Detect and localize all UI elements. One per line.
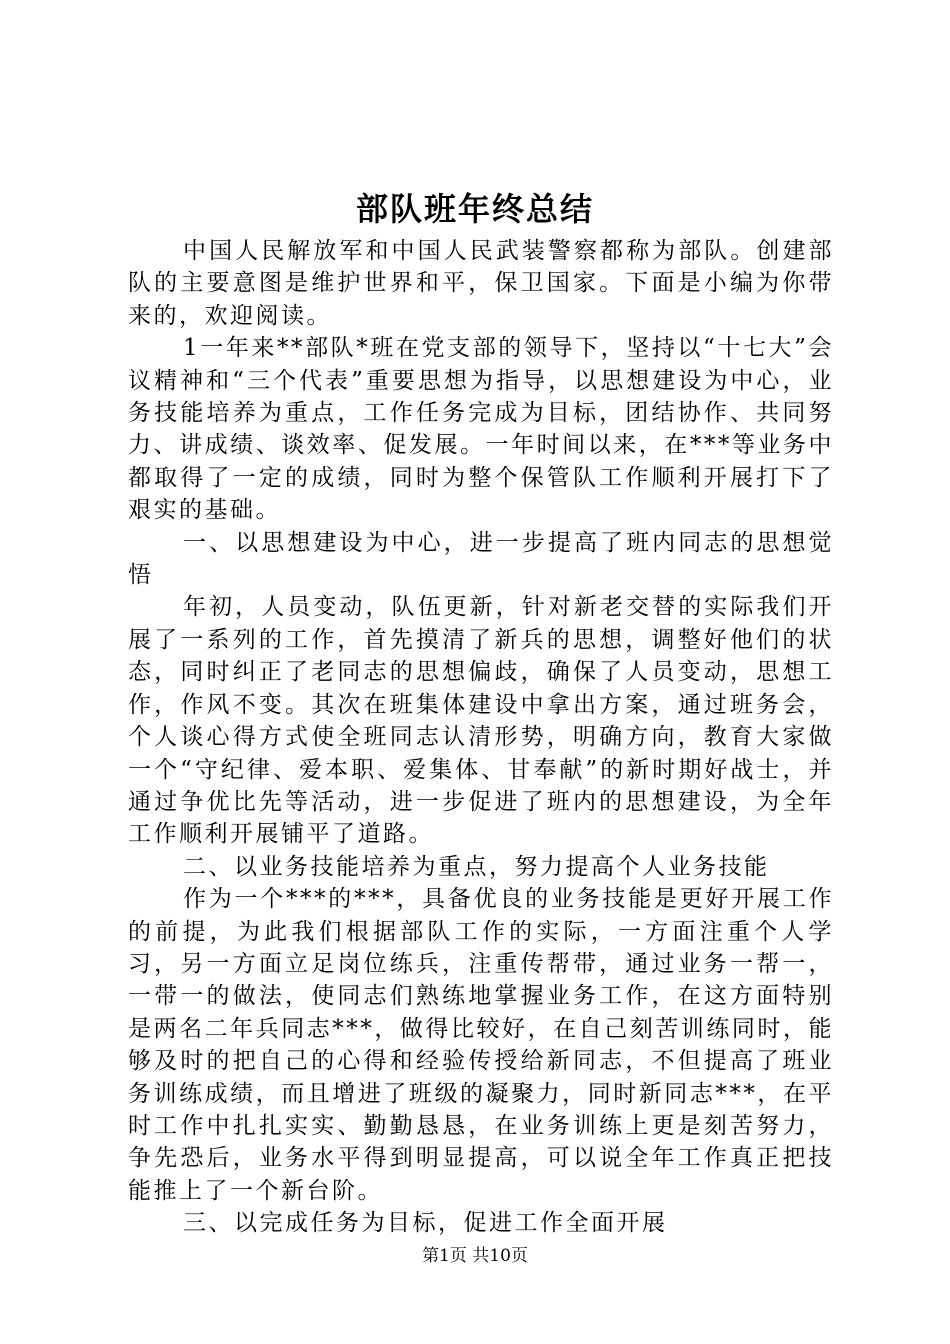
- section-heading-3: 三、以完成任务为目标，促进工作全面开展: [183, 1210, 668, 1237]
- paragraph-summary: 1一年来**部队*班在党支部的领导下，坚持以“十七大”会议精神和“三个代表”重要思想为指导，以思想建设为中心，业务技能培养为重点，工作任务完成为目标，团结协作、共同努力、讲成绩、谈效率、促发展。一年时间以来，在***等业务中都取得了一定的成绩，同时为整个保管队工作顺利开展打下了艰实的基础。: [128, 335, 834, 524]
- paragraph-intro: 中国人民解放军和中国人民武装警察都称为部队。创建部队的主要意图是维护世界和平，保卫国家。下面是小编为你带来的，欢迎阅读。: [128, 238, 834, 329]
- paragraph-section-1: 年初，人员变动，队伍更新，针对新老交替的实际我们开展了一系列的工作，首先摸清了新兵的思想，调整好他们的状态，同时纠正了老同志的思想偏歧，确保了人员变动，思想工作，作风不变。其次在班集体建设中拿出方案，通过班务会，个人谈心得方式使全班同志认清形势，明确方向，教育大家做一个“守纪律、爱本职、爱集体、甘奉献”的新时期好战士，并通过争优比先等活动，进一步促进了班内的思想建设，为全年工作顺利开展铺平了道路。: [128, 594, 834, 848]
- document-body: [128, 235, 834, 1240]
- paragraph-section-2: 作为一个***的***，具备优良的业务技能是更好开展工作的前提，为此我们根据部队工作的实际，一方面注重个人学习，另一方面立足岗位练兵，注重传帮带，通过业务一帮一，一带一的做法，使同志们熟练地掌握业务工作，在这方面特别是两名二年兵同志***，做得比较好，在自己刻苦训练同时，能够及时的把自己的心得和经验传授给新同志，不但提高了班业务训练成绩，而且增进了班级的凝聚力，同时新同志***，在平时工作中扎扎实实、勤勤恳恳，在业务训练上更是刻苦努力，争先恐后，业务水平得到明显提高，可以说全年工作真正把技能推上了一个新台阶。: [128, 886, 834, 1204]
- section-heading-2: 二、以业务技能培养为重点，努力提高个人业务技能: [183, 853, 770, 880]
- document-title: 部队班年终总结: [355, 190, 594, 228]
- page-number: 第1页 共10页: [422, 1246, 528, 1266]
- section-heading-1: 一、以思想建设为中心，进一步提高了班内同志的思想觉悟: [128, 529, 834, 589]
